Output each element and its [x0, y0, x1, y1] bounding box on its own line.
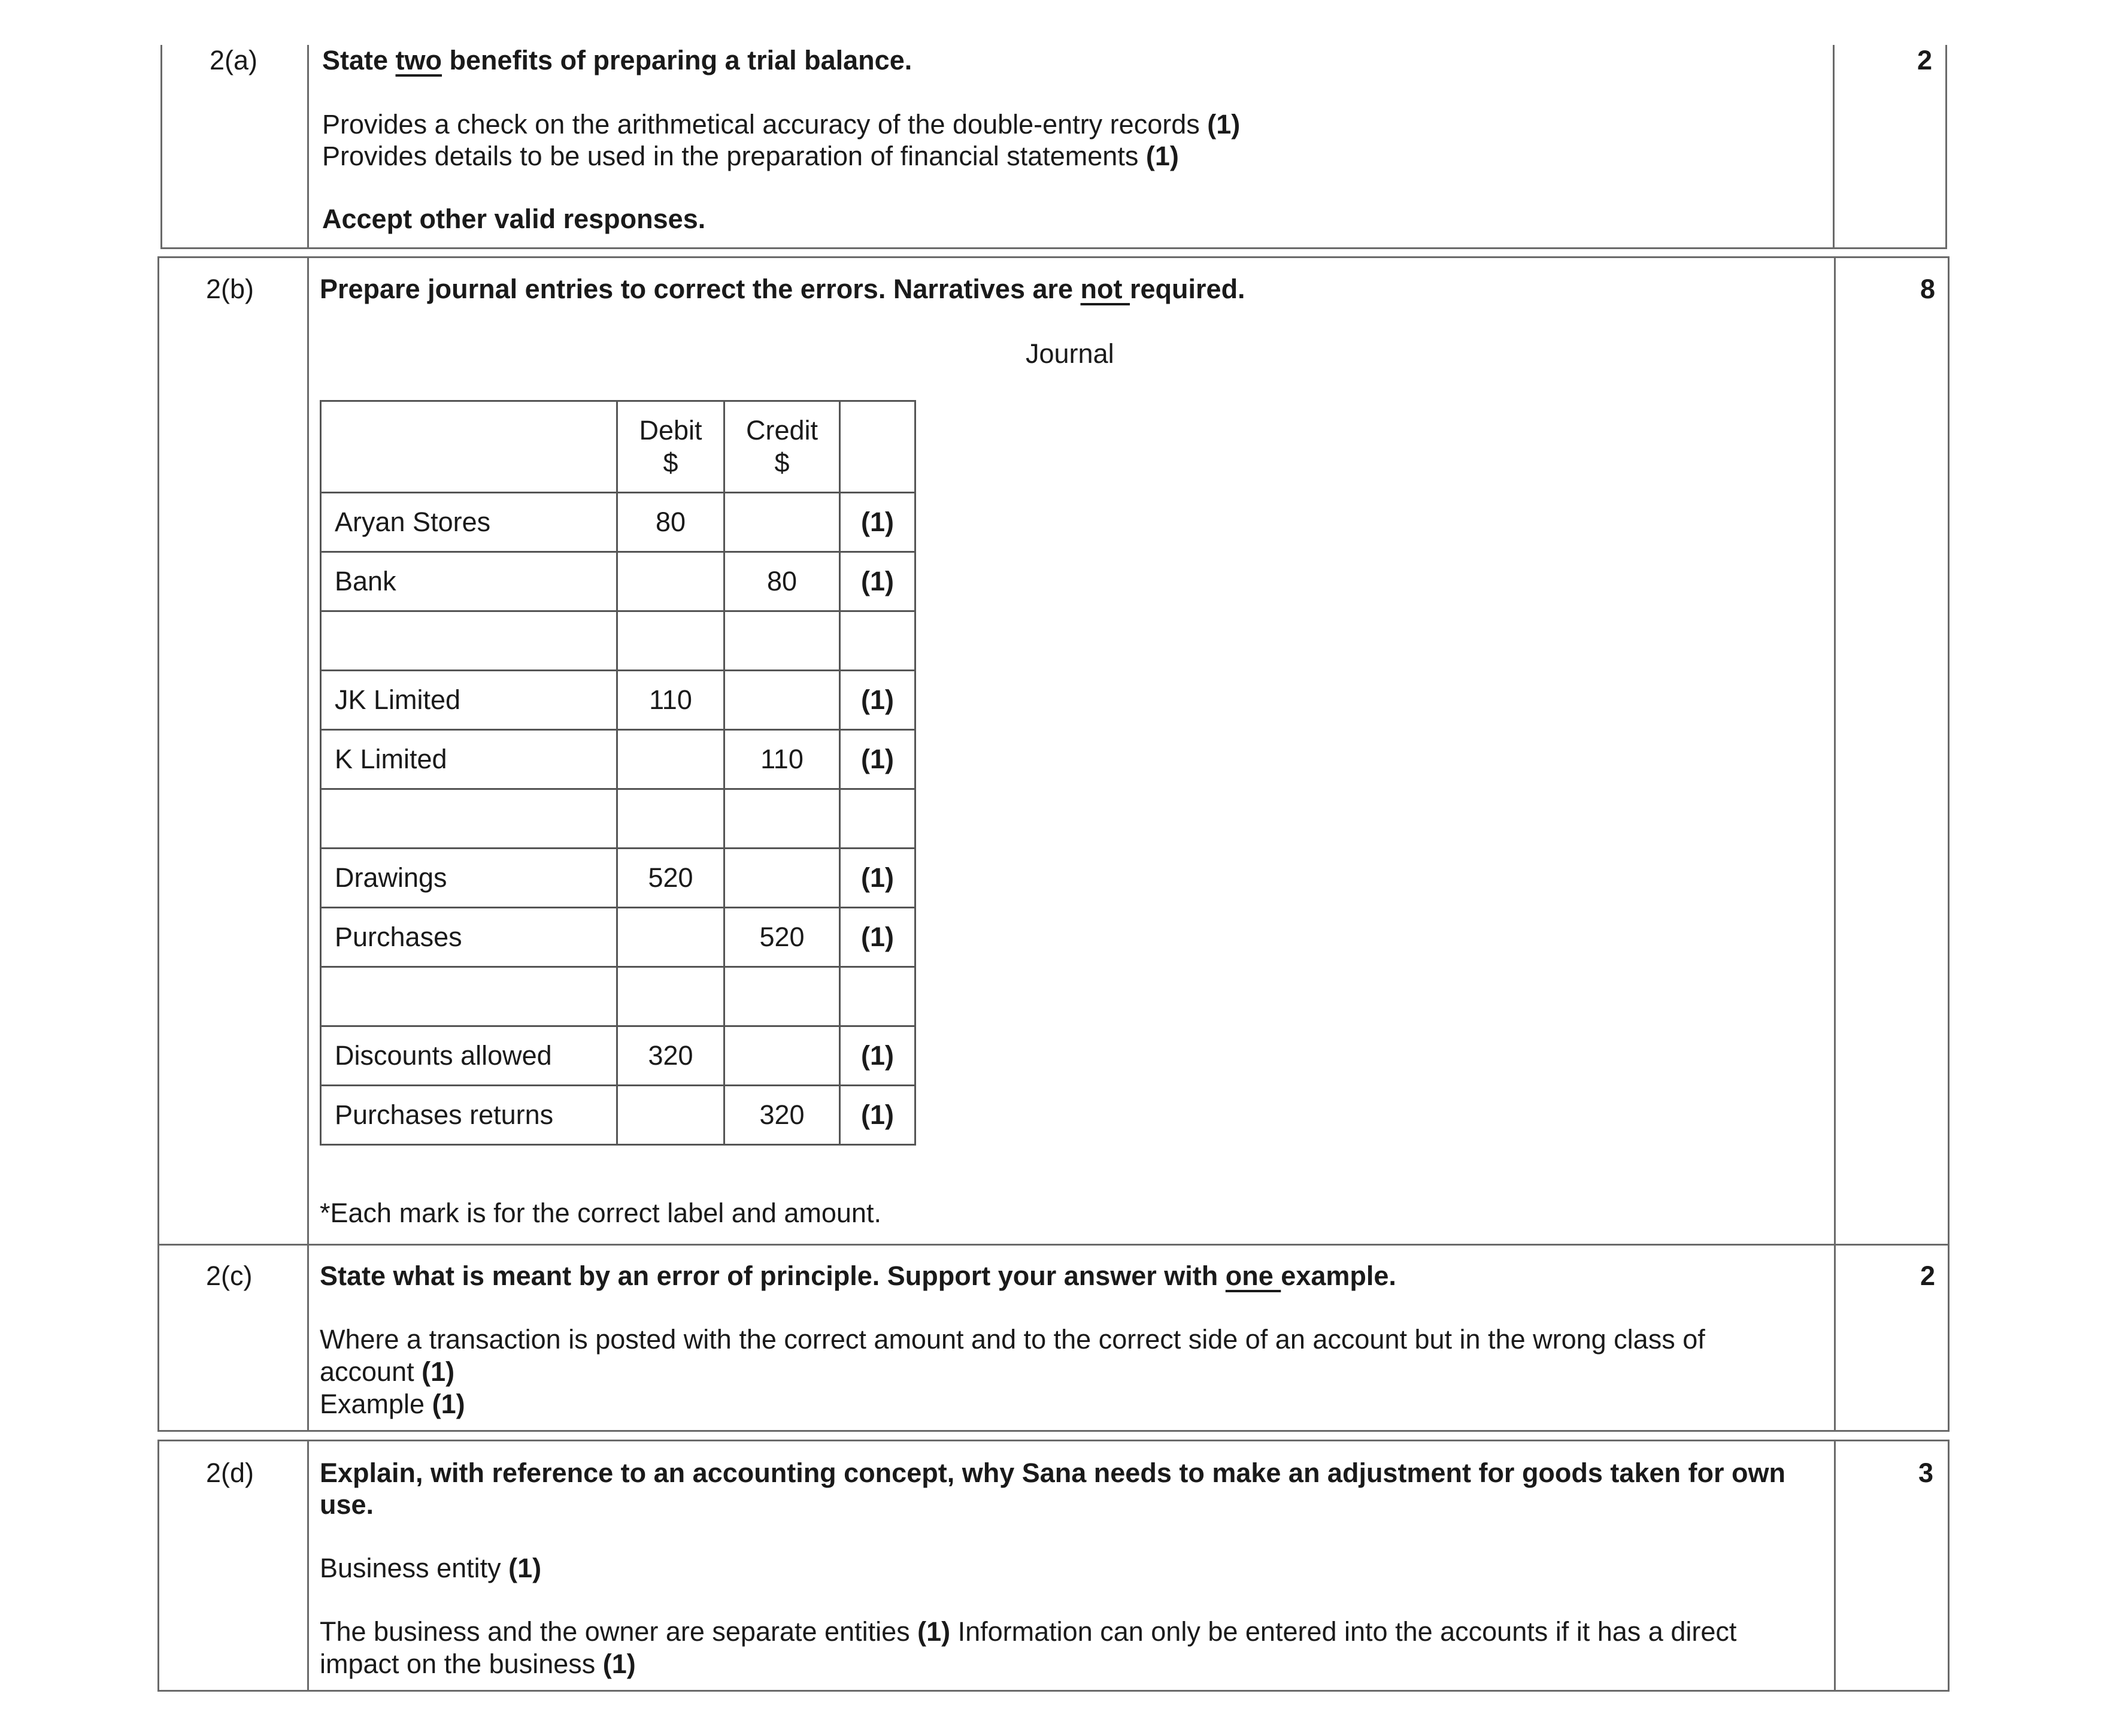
grid-line [157, 256, 1950, 258]
question-number: 2(c) [206, 1261, 253, 1291]
account-cell [321, 967, 617, 1026]
answer-line: Example (1) [320, 1389, 465, 1419]
mark-cell [840, 967, 915, 1026]
credit-cell [724, 493, 840, 552]
header-account [321, 401, 617, 493]
mark-cell: (1) [840, 849, 915, 908]
mark-cell: (1) [840, 730, 915, 789]
table-row [321, 908, 915, 967]
grid-line [1948, 256, 1950, 1431]
credit-cell: 80 [724, 552, 840, 611]
grid-line [157, 1440, 159, 1691]
marks-value: 2 [1917, 45, 1933, 75]
grid-line [157, 1440, 1950, 1441]
question-text: Explain, with reference to an accounting concept, why Sana needs to make an adjustment for goods taken for own [320, 1458, 1785, 1488]
debit-cell [617, 552, 724, 611]
debit-cell: 80 [617, 493, 724, 552]
debit-cell: 520 [617, 849, 724, 908]
grid-line [1834, 1440, 1836, 1691]
grid-line [157, 1690, 1950, 1692]
credit-cell: 520 [724, 908, 840, 967]
table-row [321, 967, 915, 1026]
credit-cell [724, 849, 840, 908]
grid-line [157, 1244, 1950, 1246]
debit-cell: 320 [617, 1026, 724, 1086]
grid-line [160, 45, 162, 249]
journal-table [320, 400, 916, 1146]
question-number: 2(a) [210, 45, 258, 75]
answer-line: The business and the owner are separate entities (1) Information can only be entered into the accounts if it has a direct [320, 1616, 1737, 1647]
debit-cell [617, 730, 724, 789]
mark-cell: (1) [840, 908, 915, 967]
credit-cell: 110 [724, 730, 840, 789]
answer-line: Where a transaction is posted with the correct amount and to the correct side of an account but in the wrong class of [320, 1324, 1705, 1355]
answer-line: Business entity (1) [320, 1553, 542, 1583]
account-cell: Purchases [321, 908, 617, 967]
table-row [321, 552, 915, 611]
question-text: State two benefits of preparing a trial balance. [322, 45, 912, 75]
table-row [321, 1086, 915, 1145]
debit-cell: 110 [617, 671, 724, 730]
credit-cell [724, 789, 840, 849]
mark-cell: (1) [840, 493, 915, 552]
table-row [321, 730, 915, 789]
credit-cell [724, 671, 840, 730]
answer-line: account (1) [320, 1356, 455, 1387]
marks-value: 3 [1918, 1458, 1934, 1488]
footnote: *Each mark is for the correct label and amount. [320, 1198, 881, 1228]
mark-cell: (1) [840, 1026, 915, 1086]
marking-note: Accept other valid responses. [322, 204, 706, 234]
credit-cell [724, 967, 840, 1026]
credit-cell [724, 1026, 840, 1086]
account-cell: Bank [321, 552, 617, 611]
account-cell: Drawings [321, 849, 617, 908]
table-row [321, 611, 915, 671]
journal-header-row [321, 401, 915, 493]
question-text: Prepare journal entries to correct the errors. Narratives are not required. [320, 274, 1245, 304]
table-row [321, 849, 915, 908]
marks-value: 2 [1920, 1261, 1936, 1291]
marks-value: 8 [1920, 274, 1936, 304]
question-text: use. [320, 1489, 374, 1520]
grid-line [160, 247, 1947, 249]
answer-line: impact on the business (1) [320, 1649, 636, 1679]
grid-line [1834, 256, 1836, 1431]
table-row [321, 1026, 915, 1086]
account-cell: JK Limited [321, 671, 617, 730]
grid-line [1945, 45, 1947, 249]
table-row [321, 493, 915, 552]
debit-cell [617, 1086, 724, 1145]
table-row [321, 789, 915, 849]
answer-line: Provides details to be used in the preparation of financial statements (1) [322, 141, 1179, 171]
grid-line [307, 1440, 309, 1691]
answer-line: Provides a check on the arithmetical accuracy of the double-entry records (1) [322, 109, 1241, 140]
account-cell [321, 789, 617, 849]
mark-cell [840, 611, 915, 671]
grid-line [1833, 45, 1835, 249]
grid-line [307, 256, 309, 1431]
mark-cell [840, 789, 915, 849]
table-row [321, 671, 915, 730]
question-text: State what is meant by an error of principle. Support your answer with one example. [320, 1261, 1396, 1291]
grid-line [157, 256, 159, 1431]
debit-cell [617, 789, 724, 849]
credit-cell: 320 [724, 1086, 840, 1145]
header-mark [840, 401, 915, 493]
mark-cell: (1) [840, 1086, 915, 1145]
account-cell: Purchases returns [321, 1086, 617, 1145]
account-cell: K Limited [321, 730, 617, 789]
grid-line [1948, 1440, 1950, 1691]
debit-cell [617, 908, 724, 967]
debit-cell [617, 967, 724, 1026]
mark-cell: (1) [840, 671, 915, 730]
account-cell: Aryan Stores [321, 493, 617, 552]
journal-title: Journal [1026, 338, 1114, 369]
debit-cell [617, 611, 724, 671]
grid-line [157, 1430, 1950, 1432]
question-number: 2(b) [206, 274, 254, 304]
question-number: 2(d) [206, 1458, 254, 1488]
mark-cell: (1) [840, 552, 915, 611]
credit-cell [724, 611, 840, 671]
account-cell: Discounts allowed [321, 1026, 617, 1086]
grid-line [307, 45, 309, 249]
header-credit: Credit $ [724, 401, 840, 493]
account-cell [321, 611, 617, 671]
header-debit: Debit $ [617, 401, 724, 493]
